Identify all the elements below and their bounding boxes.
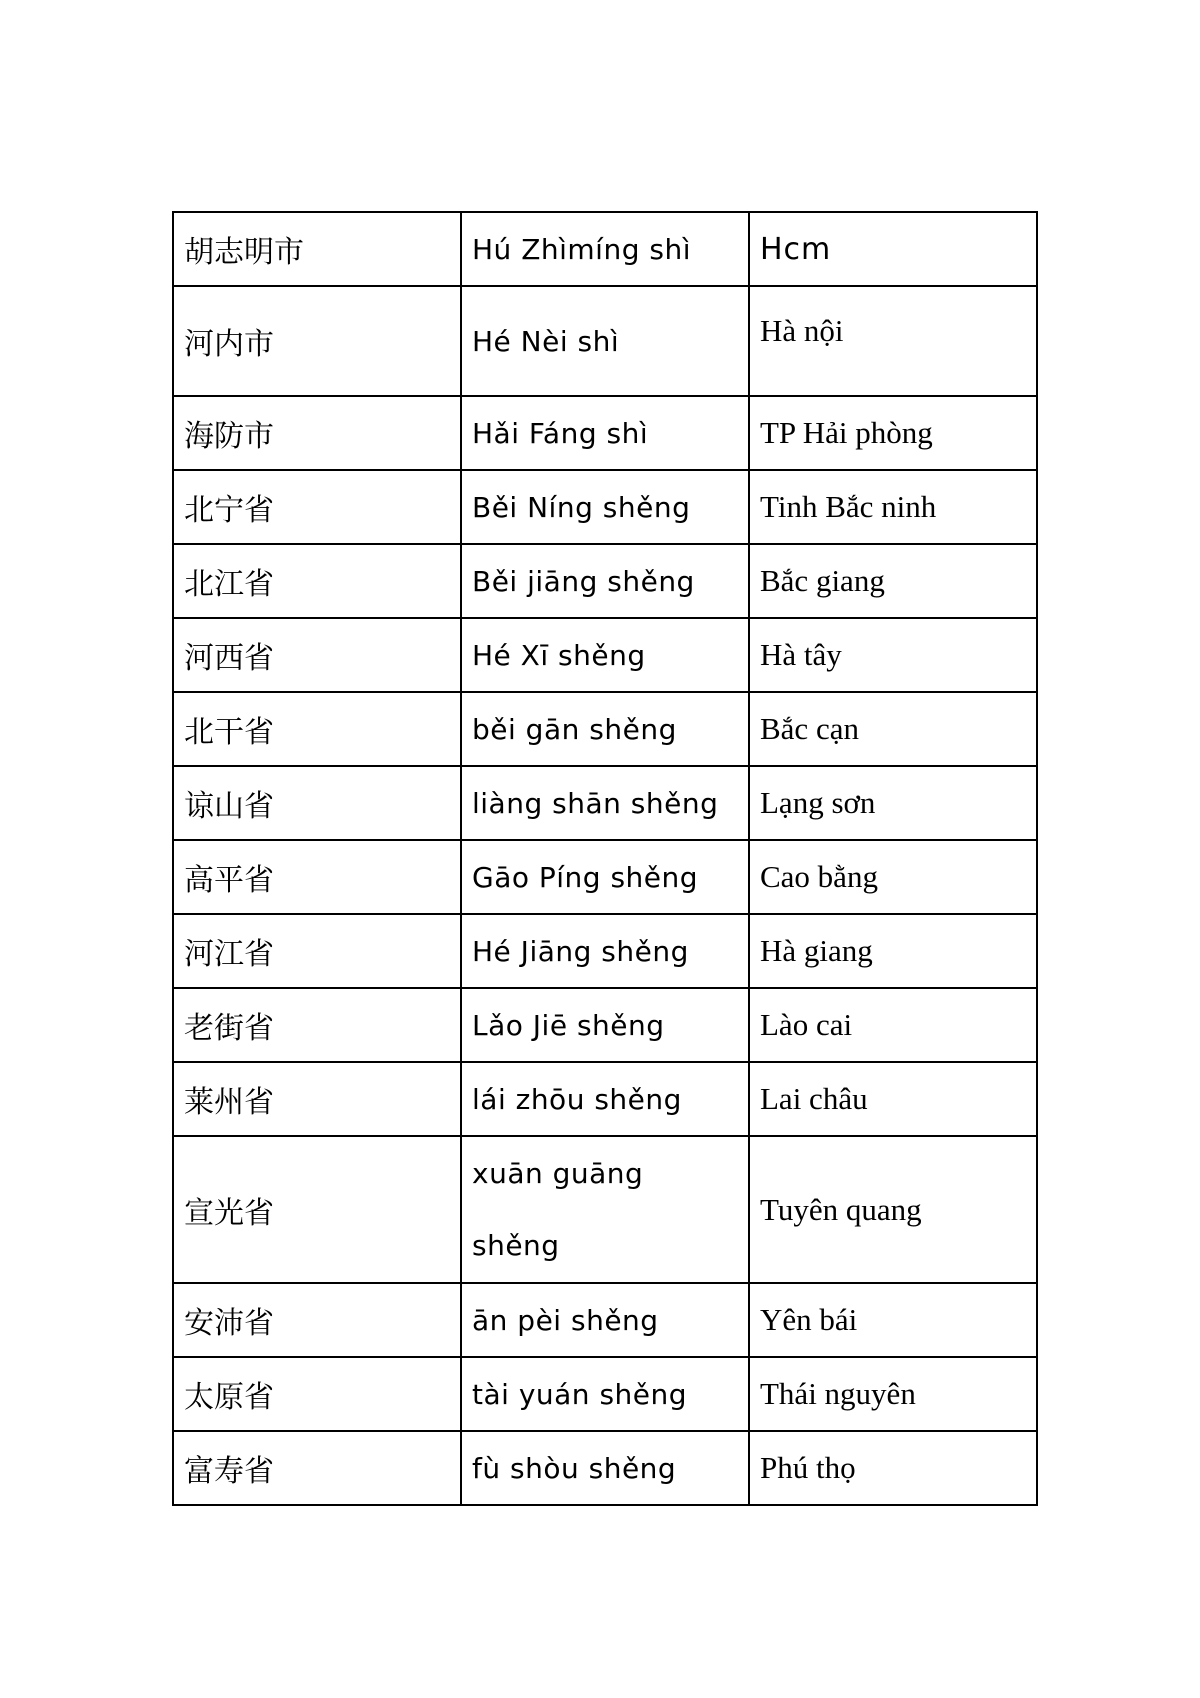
vietnamese-name-cell: Cao bằng	[749, 840, 1037, 914]
chinese-name-cell: 高平省	[173, 840, 461, 914]
table-row	[173, 914, 1037, 988]
chinese-name-cell: 宣光省	[173, 1136, 461, 1283]
pinyin-cell: tài yuán shěng	[461, 1357, 749, 1431]
vietnamese-name-cell: Yên bái	[749, 1283, 1037, 1357]
pinyin-cell: Hé Nèi shì	[461, 286, 749, 396]
vietnamese-name-cell: Hà giang	[749, 914, 1037, 988]
pinyin-cell: lái zhōu shěng	[461, 1062, 749, 1136]
pinyin-cell: Běi jiāng shěng	[461, 544, 749, 618]
table-row	[173, 618, 1037, 692]
chinese-name-cell: 太原省	[173, 1357, 461, 1431]
chinese-name-cell: 富寿省	[173, 1431, 461, 1505]
vietnamese-name-cell: Lào cai	[749, 988, 1037, 1062]
vietnamese-name-cell: Hcm	[749, 212, 1037, 286]
pinyin-cell: fù shòu shěng	[461, 1431, 749, 1505]
chinese-name-cell: 河江省	[173, 914, 461, 988]
table-row	[173, 470, 1037, 544]
pinyin-cell: ān pèi shěng	[461, 1283, 749, 1357]
vietnamese-name-cell: Tinh Bắc ninh	[749, 470, 1037, 544]
vietnamese-name-cell: Tuyên quang	[749, 1136, 1037, 1283]
chinese-name-cell: 北干省	[173, 692, 461, 766]
vietnamese-name-cell: Bắc giang	[749, 544, 1037, 618]
table-row	[173, 212, 1037, 286]
pinyin-cell: Gāo Píng shěng	[461, 840, 749, 914]
pinyin-cell: Hé Xī shěng	[461, 618, 749, 692]
chinese-name-cell: 谅山省	[173, 766, 461, 840]
vietnamese-name-cell: Hà nội	[749, 286, 1037, 396]
table-row	[173, 1283, 1037, 1357]
pinyin-cell: Hǎi Fáng shì	[461, 396, 749, 470]
vietnamese-name-cell: Lạng sơn	[749, 766, 1037, 840]
table-row	[173, 286, 1037, 396]
table-row	[173, 988, 1037, 1062]
vietnamese-name-cell: Lai châu	[749, 1062, 1037, 1136]
table-row	[173, 766, 1037, 840]
vietnamese-name-cell: Hà tây	[749, 618, 1037, 692]
table-row	[173, 396, 1037, 470]
table-row	[173, 1431, 1037, 1505]
vietnamese-name-cell: Thái nguyên	[749, 1357, 1037, 1431]
chinese-name-cell: 北宁省	[173, 470, 461, 544]
chinese-name-cell: 胡志明市	[173, 212, 461, 286]
chinese-name-cell: 老街省	[173, 988, 461, 1062]
chinese-name-cell: 河内市	[173, 286, 461, 396]
table-row	[173, 1357, 1037, 1431]
chinese-name-cell: 莱州省	[173, 1062, 461, 1136]
pinyin-cell: liàng shān shěng	[461, 766, 749, 840]
chinese-name-cell: 海防市	[173, 396, 461, 470]
chinese-name-cell: 河西省	[173, 618, 461, 692]
table-row	[173, 1062, 1037, 1136]
vietnamese-name-cell: TP Hải phòng	[749, 396, 1037, 470]
vietnamese-name-cell: Bắc cạn	[749, 692, 1037, 766]
pinyin-cell: Lǎo Jiē shěng	[461, 988, 749, 1062]
vietnamese-name-cell: Phú thọ	[749, 1431, 1037, 1505]
table-row	[173, 692, 1037, 766]
pinyin-cell: Hú Zhìmíng shì	[461, 212, 749, 286]
table-row	[173, 544, 1037, 618]
pinyin-cell: běi gān shěng	[461, 692, 749, 766]
pinyin-cell: xuān guāng shěng	[461, 1136, 749, 1283]
table-row	[173, 840, 1037, 914]
table-row	[173, 1136, 1037, 1283]
pinyin-cell: Běi Níng shěng	[461, 470, 749, 544]
province-table	[172, 211, 1038, 1506]
pinyin-cell: Hé Jiāng shěng	[461, 914, 749, 988]
chinese-name-cell: 安沛省	[173, 1283, 461, 1357]
chinese-name-cell: 北江省	[173, 544, 461, 618]
